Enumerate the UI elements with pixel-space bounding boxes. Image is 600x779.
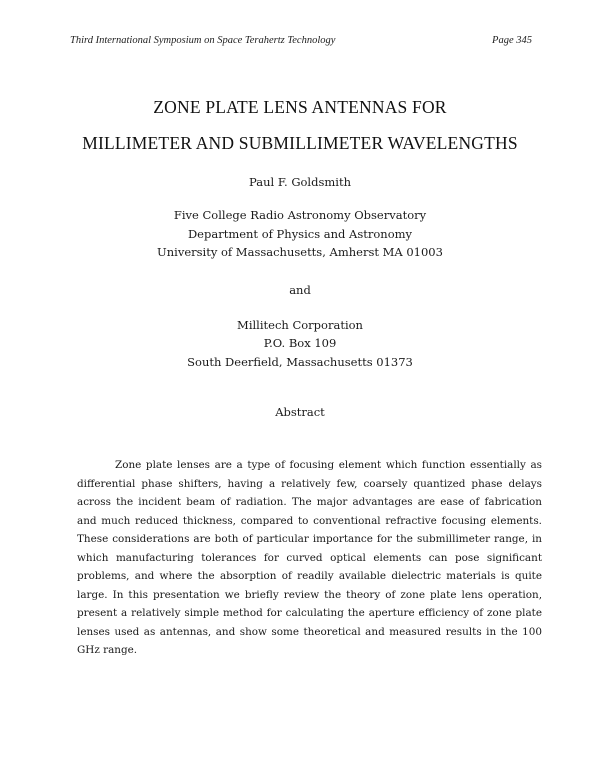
paper-title-line-1: ZONE PLATE LENS ANTENNAS FOR: [153, 97, 447, 117]
running-title: Third International Symposium on Space Terahertz Technology: [70, 35, 336, 46]
abstract-heading: Abstract: [275, 405, 325, 419]
abstract-body: Zone plate lenses are a type of focusing element which function essentially as differential phase shifters, having a relatively few, coarsely quantized phase delays across the incident beam of radiation. The major advantages are ease of fabrication and much reduced thickness, compared to conventional refractive focusing elements. These considerations are both of particular importance for the submillimeter range, in which manufacturing tolerances for curved optical elements can pose significant problems, and where the absorption of readily available dielectric materials is quite large. In this presentation we briefly review the theory of zone plate lens operation, present a relatively simple method for calculating the aperture efficiency of zone plate lenses used as antennas, and show some theoretical and measured results in the 100 GHz range.: [77, 459, 542, 656]
affiliation-1-line-2: Department of Physics and Astronomy: [187, 227, 413, 241]
paper-title-line-2: MILLIMETER AND SUBMILLIMETER WAVELENGTHS: [82, 133, 518, 153]
affiliation-2-line-1: Millitech Corporation: [237, 318, 363, 332]
page-number: Page 345: [492, 35, 532, 46]
affiliation-2-line-2: P.O. Box 109: [263, 336, 337, 350]
author-name: Paul F. Goldsmith: [249, 175, 351, 189]
affiliation-conjunction: and: [289, 283, 311, 297]
affiliation-2-line-3: South Deerfield, Massachusetts 01373: [187, 355, 413, 369]
affiliation-1-line-3: University of Massachusetts, Amherst MA 01003: [157, 245, 443, 259]
affiliation-1-line-1: Five College Radio Astronomy Observatory: [173, 208, 427, 222]
running-header: [70, 35, 532, 46]
